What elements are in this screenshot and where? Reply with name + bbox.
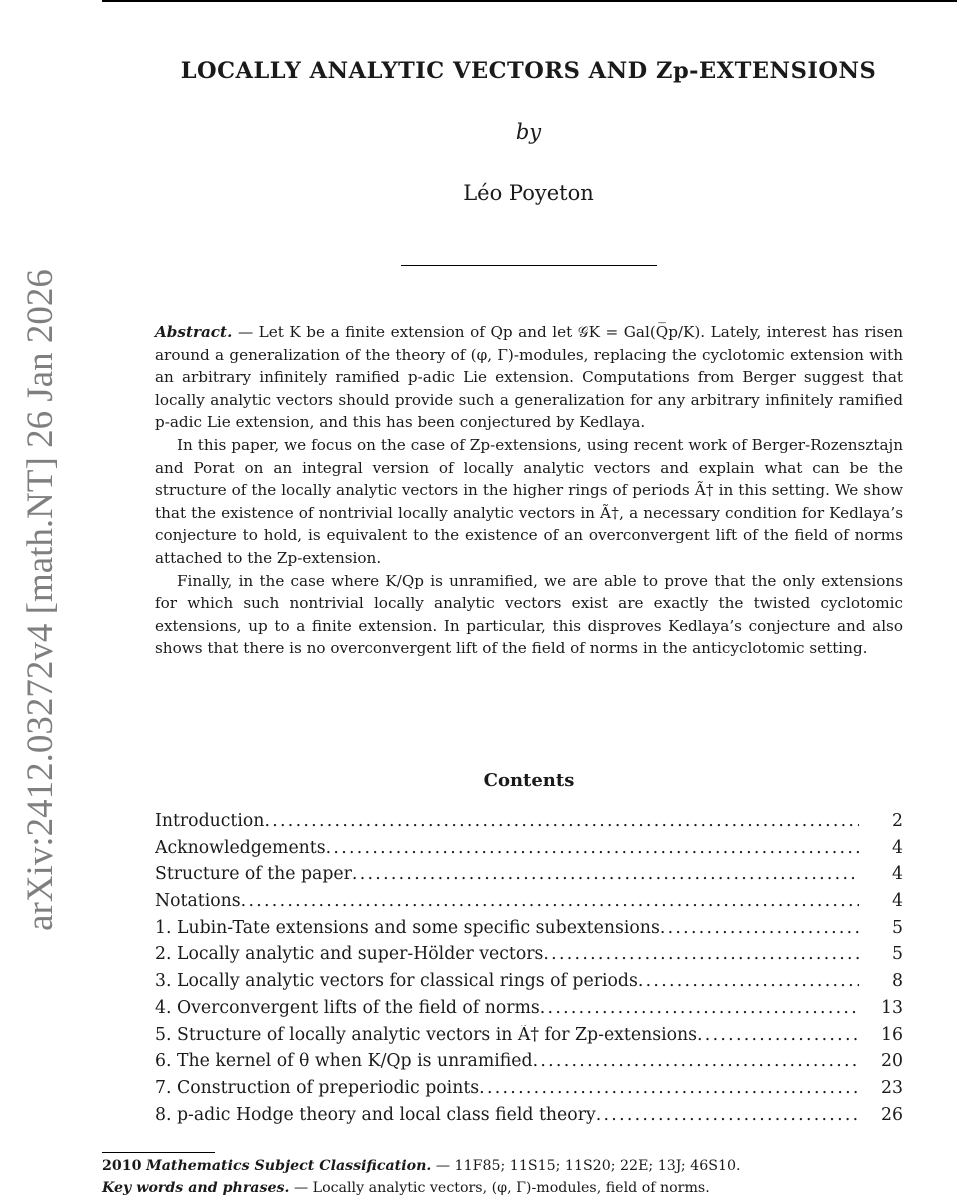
arxiv-identifier[interactable]: arXiv:2412.03272v4 [math.NT] 26 Jan 2026: [20, 269, 61, 931]
toc-entry[interactable]: [155, 838, 903, 865]
toc-entry-title: 8. p-adic Hodge theory and local class field theory: [155, 1104, 596, 1125]
toc-entry-title: 4. Overconvergent lifts of the field of norms: [155, 997, 540, 1018]
table-of-contents: [155, 811, 903, 1131]
toc-entry[interactable]: [155, 944, 903, 971]
toc-entry-page: 4: [892, 891, 903, 912]
toc-entry-title: Notations: [155, 891, 241, 912]
toc-entry-title: 1. Lubin-Tate extensions and some specific subextensions: [155, 917, 660, 938]
abstract-text: — Let K be a finite extension of Qp and let 𝒢K = Gal(Q̅p/K). Lately, interest has risen around a generalization of the theory of (φ, Γ)-modules, replacing the cyclotomic extension with an arbitrary infinitely ramified p-adic Lie extension. Computations from Berger suggest that locally analytic vectors should provide such a generalization for any arbitrary infinitely ramified p-adic Lie extension, and this has been conjectured by Kedlaya.: [155, 323, 904, 432]
footnote-rule: [102, 1152, 215, 1153]
footnotes: [102, 1155, 922, 1199]
toc-entry-page: 23: [881, 1077, 903, 1098]
toc-entry-page: 8: [892, 971, 903, 992]
contents-heading: Contents: [483, 770, 575, 791]
toc-leader: [533, 1051, 859, 1071]
toc-entry[interactable]: [155, 1051, 903, 1078]
toc-entry[interactable]: [155, 998, 903, 1025]
title-separator: [401, 265, 657, 266]
toc-leader: [543, 944, 859, 964]
toc-entry-title: 3. Locally analytic vectors for classical rings of periods: [155, 971, 638, 992]
abstract-label: Abstract.: [155, 323, 233, 341]
toc-leader: [326, 838, 859, 858]
byline: by: [515, 120, 542, 144]
toc-entry[interactable]: [155, 811, 903, 838]
toc-entry[interactable]: [155, 1078, 903, 1105]
toc-entry-title: 7. Construction of preperiodic points: [155, 1077, 480, 1098]
toc-entry[interactable]: [155, 1105, 903, 1132]
toc-leader: [596, 1105, 859, 1125]
toc-entry-page: 13: [881, 997, 903, 1018]
toc-entry-page: 5: [892, 944, 903, 965]
paper-title: LOCALLY ANALYTIC VECTORS AND Zp-EXTENSIONS: [180, 58, 877, 84]
keywords-footnote: [102, 1177, 922, 1199]
abstract-paragraph: [155, 321, 903, 434]
toc-entry-page: 4: [892, 837, 903, 858]
msc-value: — 11F85; 11S15; 11S20; 22E; 13J; 46S10.: [435, 1158, 741, 1174]
toc-entry[interactable]: [155, 918, 903, 945]
toc-leader: [479, 1078, 859, 1098]
toc-leader: [264, 811, 859, 831]
toc-entry[interactable]: [155, 864, 903, 891]
toc-leader: [241, 891, 859, 911]
abstract-paragraph: Finally, in the case where K/Qp is unramified, we are able to prove that the only extensions for which such nontrivial locally analytic vectors exist are exactly the twisted cyclotomic extensions, up to a finite extension. In particular, this disproves Kedlaya’s conjecture and also shows that there is no overconvergent lift of the field of norms in the anticyclotomic setting.: [155, 571, 903, 658]
toc-entry-title: 6. The kernel of θ when K/Qp is unramified: [155, 1051, 533, 1072]
toc-entry-page: 4: [892, 864, 903, 885]
toc-entry-page: 5: [892, 917, 903, 938]
keywords-value: — Locally analytic vectors, (φ, Γ)-modules, field of norms.: [293, 1180, 710, 1196]
msc-footnote: [102, 1155, 922, 1177]
msc-label: Mathematics Subject Classification.: [146, 1158, 432, 1174]
toc-entry-page: 20: [881, 1051, 903, 1072]
toc-entry-title: 5. Structure of locally analytic vectors in Ã† for Zp-extensions: [155, 1024, 698, 1045]
toc-leader: [352, 864, 859, 884]
toc-entry-title: Structure of the paper: [155, 864, 352, 885]
toc-leader: [638, 971, 859, 991]
toc-entry-title: Acknowledgements: [155, 837, 326, 858]
toc-entry-page: 16: [881, 1024, 903, 1045]
toc-entry[interactable]: [155, 1025, 903, 1052]
toc-entry-title: 2. Locally analytic and super-Hölder vectors: [155, 944, 544, 965]
toc-entry-page: 2: [892, 811, 903, 831]
toc-entry[interactable]: [155, 891, 903, 918]
abstract: [155, 321, 903, 660]
keywords-label: Key words and phrases.: [102, 1180, 290, 1196]
toc-leader: [697, 1025, 859, 1045]
toc-leader: [540, 998, 859, 1018]
toc-entry[interactable]: [155, 971, 903, 998]
author-name: Léo Poyeton: [463, 181, 594, 205]
toc-leader: [660, 918, 859, 938]
top-rule: [102, 0, 957, 2]
msc-year: 2010: [102, 1158, 142, 1174]
toc-entry-title: Introduction: [155, 811, 265, 831]
toc-entry-page: 26: [881, 1104, 903, 1125]
abstract-paragraph: In this paper, we focus on the case of Zp-extensions, using recent work of Berger-Rozensztajn and Porat on an integral version of locally analytic vectors and explain what can be the structure of the locally analytic vectors in the higher rings of periods Ã† in this setting. We show that the existence of nontrivial locally analytic vectors in Ã†, a necessary condition for Kedlaya’s conjecture to hold, is equivalent to the existence of an overconvergent lift of the field of norms attached to the Zp-extension.: [155, 435, 903, 567]
